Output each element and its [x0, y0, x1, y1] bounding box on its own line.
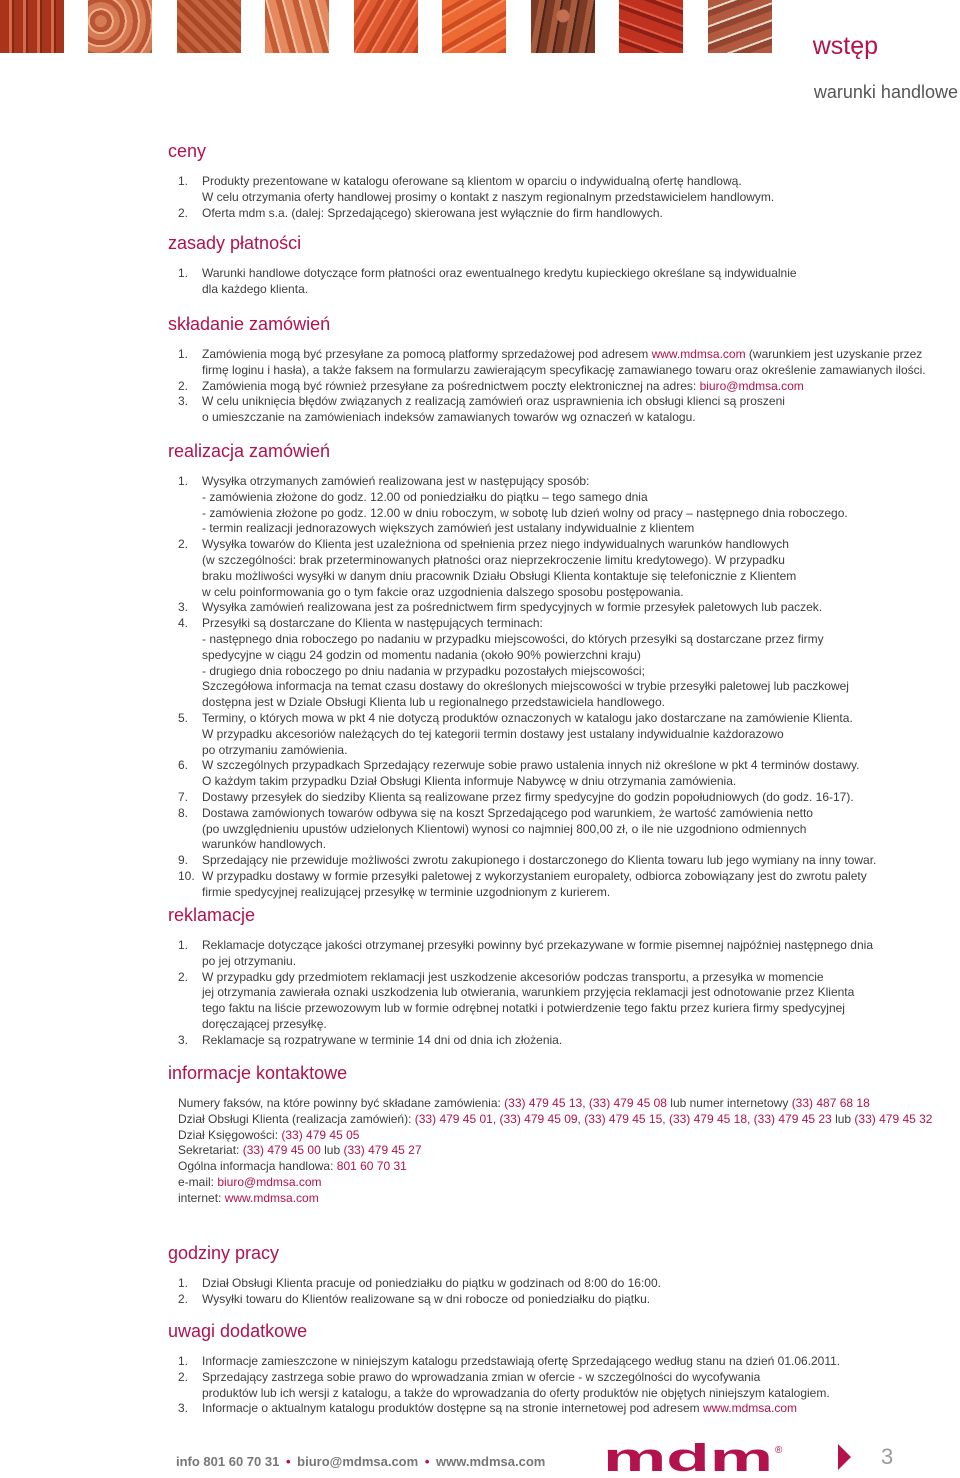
list-item-number: 1. [178, 266, 189, 280]
roof-tile-image [177, 0, 241, 53]
list-item-number: 2. [178, 378, 189, 393]
contact-section [168, 1062, 932, 1207]
contact-link[interactable]: (33) 479 45 32 [854, 1111, 933, 1126]
list-item-number: 2. [178, 205, 189, 220]
text-segment: - drugiego dnia roboczego po dniu nadania w przypadku pozostałych miejscowości; [202, 663, 645, 678]
text-segment: Dostawy przesyłek do siedziby Klienta są realizowane przez firmy spedycyjne do godzin popołudniowych (do godz. 16-17). [202, 789, 854, 804]
text-line [202, 1001, 873, 1017]
text-line [202, 1370, 840, 1386]
section-heading: zasady płatności [168, 233, 302, 253]
text-line [202, 1033, 873, 1049]
text-line [202, 938, 873, 954]
contact-line [178, 1096, 932, 1112]
section-heading: uwagi dodatkowe [168, 1321, 308, 1341]
text-segment: Numery faksów, na które powinny być składane zamówienia: [178, 1096, 505, 1110]
text-line [202, 632, 876, 648]
section [168, 232, 797, 298]
numbered-list [168, 347, 926, 426]
text-line [202, 985, 873, 1001]
section [168, 440, 876, 901]
text-segment: Wysyłki towaru do Klientów realizowane są w dni robocze od poniedziałku do piątku. [202, 1291, 651, 1306]
roof-tile-image [354, 0, 418, 53]
text-segment: Dział Obsługi Klienta pracuje od poniedziałku do piątku w godzinach od 8:00 do 16:00. [202, 1276, 661, 1290]
list-item [168, 1276, 661, 1292]
list-item-number: 1. [178, 174, 189, 188]
list-item [168, 379, 926, 395]
list-item-number: 3. [178, 1032, 189, 1047]
contact-link[interactable]: (33) 479 45 00 [242, 1143, 321, 1158]
text-segment: - termin realizacji jednorazowych większych zamówień jest ustalany indywidualnie z klientem [202, 521, 695, 536]
numbered-list [168, 174, 774, 221]
list-item [168, 1354, 840, 1370]
list-item [168, 474, 876, 537]
text-segment: Przesyłki są dostarczane do Klienta w następujących terminach: [202, 616, 543, 631]
list-item [168, 711, 876, 758]
text-line [202, 569, 876, 585]
numbered-list [168, 1354, 840, 1417]
list-item [168, 616, 876, 711]
text-segment: e-mail: [178, 1174, 218, 1189]
text-segment: warunków handlowych. [202, 837, 327, 852]
text-line [202, 837, 876, 853]
list-item [168, 970, 873, 1033]
text-segment: Warunki handlowe dotyczące form płatności oraz ewentualnego kredytu kupieckiego określane są indywidualnie [202, 266, 797, 280]
contact-link[interactable]: (33) 479 45 13, (33) 479 45 08 [504, 1096, 667, 1110]
text-line [202, 743, 876, 759]
arrow-right-icon [838, 1444, 851, 1470]
text-segment: Wysyłka zamówień realizowana jest za pośrednictwem firm spedycyjnych w formie przesyłek paletowych lub paczek. [202, 600, 823, 615]
text-segment: (po uwzględnieniu upustów udzielonych Klientowi) wynosi co najmniej 800,00 zł, o ile nie uzgodniono odmiennych [202, 821, 807, 836]
list-item-number: 1. [178, 1354, 189, 1368]
contact-line [178, 1191, 932, 1207]
numbered-list [168, 474, 876, 901]
text-line [202, 190, 774, 206]
text-segment: - zamówienia złożone po godz. 12.00 w dniu roboczym, w sobotę lub dzień wolny od pracy – następnego dnia roboczego. [202, 505, 848, 520]
list-item [168, 1370, 840, 1402]
roof-tile-image [265, 0, 329, 53]
text-segment: O każdym takim przypadku Dział Obsługi Klienta informuje Nabywcę w dniu otrzymania zamówienia. [202, 774, 737, 789]
text-segment: W przypadku dostawy w formie przesyłki paletowej z wykorzystaniem europalety, odbiorca zobowiązany jest do zwrotu palety [202, 868, 867, 883]
text-segment: Informacje zamieszczone w niniejszym katalogu przedstawiają ofertę Sprzedającego według stanu na dzień 01.06.2011. [202, 1354, 841, 1368]
text-segment: W przypadku gdy przedmiotem reklamacji jest uszkodzenie akcesoriów podczas transportu, a przesyłka w momencie [202, 969, 824, 984]
text-segment: Zamówienia mogą być również przesyłane za pośrednictwem poczty elektronicznej na adres: [202, 378, 700, 393]
list-item [168, 853, 876, 869]
text-line [202, 695, 876, 711]
text-line [202, 490, 876, 506]
contact-link[interactable]: www.mdmsa.com [651, 347, 746, 361]
list-item-number: 2. [178, 969, 189, 984]
text-line [202, 774, 876, 790]
text-line [202, 206, 774, 222]
section-heading: godziny pracy [168, 1243, 280, 1263]
registered-mark: ® [775, 1445, 783, 1456]
list-item-number: 2. [178, 1369, 189, 1384]
text-line [202, 1401, 840, 1417]
section-heading: ceny [168, 141, 207, 161]
list-item [168, 1033, 873, 1049]
contact-line [178, 1175, 932, 1191]
footer-contact [176, 1454, 545, 1469]
text-segment: W celu otrzymania oferty handlowej prosimy o kontakt z naszym regionalnym przedstawicielem handlowym. [202, 189, 775, 204]
text-segment: Terminy, o których mowa w pkt 4 nie dotyczą produktów oznaczonych w katalogu jako dostarczane na zamówienie Klienta. [202, 710, 853, 725]
text-segment: Dział Obsługi Klienta (realizacja zamówień): [178, 1111, 415, 1126]
text-line [202, 869, 876, 885]
contact-link[interactable]: (33) 479 45 05 [281, 1127, 360, 1142]
list-item-number: 3. [178, 394, 189, 409]
contact-line [178, 1143, 932, 1159]
text-line [202, 806, 876, 822]
text-line [202, 1292, 661, 1308]
contact-line [178, 1112, 932, 1128]
text-line [202, 853, 876, 869]
text-segment: tego faktu na liście przewozowym lub w formie odrębnej notatki i potwierdzenie tego faktu przez kuriera firmy spedycyjnej [202, 1001, 845, 1016]
text-segment: Szczegółowa informacja na temat czasu dostawy do określonych miejscowości w trybie przesyłki paletowej lub paczkowej [202, 679, 849, 694]
contact-link[interactable]: biuro@mdmsa.com [699, 378, 804, 393]
list-item [168, 938, 873, 970]
text-segment: Reklamacje dotyczące jakości otrzymanej przesyłki powinny być przekazywane w formie pisemnej najpóźniej następnego dnia [202, 938, 873, 952]
text-line [202, 521, 876, 537]
text-segment: W przypadku akcesoriów należących do tej kategorii termin dostawy jest ustalany indywidualnie każdorazowo [202, 726, 784, 741]
text-line [202, 410, 926, 426]
text-segment: lub numer internetowy [666, 1096, 792, 1110]
text-segment: Ogólna informacja handlowa: [178, 1159, 337, 1174]
section [168, 904, 873, 1049]
text-line [202, 282, 797, 298]
text-segment: dla każdego klienta. [202, 281, 309, 296]
contact-link[interactable]: (33) 479 45 01, (33) 479 45 09, (33) 479 45 15, (33) 479 45 18, (33) 479 45 23 [414, 1111, 832, 1126]
footer-separator: • [285, 1454, 291, 1469]
text-line [202, 174, 774, 190]
numbered-list [168, 1276, 661, 1308]
text-line [202, 363, 926, 379]
list-item-number: 1. [178, 1276, 189, 1290]
contact-link[interactable]: (33) 487 68 18 [791, 1096, 870, 1110]
text-segment: jej otrzymania zawierała oznaki uszkodzenia lub otwierania, warunkiem przyjęcia reklamacji jest odnotowanie przez Klienta [202, 985, 855, 1000]
text-segment: Wysyłka towarów do Klienta jest uzależniona od spełnienia przez niego indywidualnych warunków handlowych [202, 537, 789, 552]
section-heading: składanie zamówień [168, 314, 331, 334]
list-item [168, 537, 876, 600]
list-item-number: 3. [178, 600, 189, 615]
text-line [202, 553, 876, 569]
footer-website-link[interactable]: www.mdmsa.com [436, 1454, 546, 1469]
list-item [168, 206, 774, 222]
numbered-list [168, 266, 797, 298]
footer-separator: • [424, 1454, 430, 1469]
list-item [168, 1292, 661, 1308]
text-line [202, 679, 876, 695]
text-segment: Zamówienia mogą być przesyłane za pomocą platformy sprzedażowej pod adresem [202, 347, 652, 361]
footer-phone: info 801 60 70 31 [176, 1454, 280, 1469]
mdm-logo [603, 1443, 788, 1478]
text-line [202, 1354, 840, 1370]
list-item-number: 3. [178, 1401, 189, 1416]
text-line [202, 506, 876, 522]
text-line [202, 347, 926, 363]
text-segment: w celu poinformowania go o tym fakcie oraz uzgodnienia dalszego sposobu postępowania. [202, 584, 684, 599]
text-segment: Reklamacje są rozpatrywane w terminie 14 dni od dnia ich złożenia. [202, 1032, 563, 1047]
text-line [202, 727, 876, 743]
text-segment: Sprzedający nie przewiduje możliwości zwrotu zakupionego i dostarczonego do Klienta towaru lub jego wymiany na inny towar. [202, 853, 877, 868]
page-title: wstęp [812, 32, 878, 60]
list-item-number: 6. [178, 758, 189, 773]
roof-tile-image [531, 0, 595, 53]
contact-link[interactable]: www.mdmsa.com [224, 1190, 319, 1205]
text-segment: - następnego dnia roboczego po nadaniu w przypadku miejscowości, do których przesyłki są dostarczane przez firmy [202, 631, 824, 646]
text-segment: po otrzymaniu zamówienia. [202, 742, 348, 757]
text-segment: Sprzedający zastrzega sobie prawo do wprowadzania zmian w ofercie - w szczególności do wycofywania [202, 1369, 761, 1384]
list-item [168, 790, 876, 806]
list-item [168, 869, 876, 901]
text-line [202, 1386, 840, 1402]
text-segment: internet: [178, 1190, 225, 1205]
text-segment: Informacje o aktualnym katalogu produktów dostępne są na stronie internetowej pod adresem [202, 1401, 703, 1416]
text-segment: dostępna jest w Dziale Obsługi Klienta lub u regionalnego przedstawiciela handlowego. [202, 695, 665, 710]
text-segment: Sekretariat: [178, 1143, 243, 1158]
text-segment: (w szczególności: brak przeterminowanych płatności oraz nieprzekroczenie limitu kredytowego). W przypadku [202, 552, 785, 567]
roof-tile-image [442, 0, 506, 53]
text-line [202, 394, 926, 410]
text-segment: Dział Księgowości: [178, 1127, 282, 1142]
text-line [202, 585, 876, 601]
text-line [202, 790, 876, 806]
section [168, 140, 774, 221]
text-line [202, 885, 876, 901]
list-item-number: 9. [178, 853, 189, 868]
list-item [168, 806, 876, 853]
list-item [168, 174, 774, 206]
text-segment: firmę loginu i hasła), a także faksem na formularzu zawierającym specyfikację zamawianego towaru oraz określenie zamawianych ilości. [202, 362, 926, 377]
text-line [202, 711, 876, 727]
text-line [202, 266, 797, 282]
text-segment: firmie spedycyjnej realizującej przesyłkę w terminie uzgodnionym z kurierem. [202, 884, 611, 899]
footer-email-link[interactable]: biuro@mdmsa.com [297, 1454, 419, 1469]
text-segment: spedycyjne w ciągu 24 godzin od momentu nadania (około 90% powierzchni kraju) [202, 647, 641, 662]
contact-link[interactable]: biuro@mdmsa.com [217, 1174, 322, 1189]
list-item-number: 1. [178, 347, 189, 361]
roof-tile-image [0, 0, 64, 53]
list-item-number: 8. [178, 805, 189, 820]
text-line [202, 758, 876, 774]
logo-text: mdm [603, 1443, 773, 1473]
roof-tile-image [88, 0, 152, 53]
text-segment: Produkty prezentowane w katalogu oferowane są klientom w oparciu o indywidualną ofertę handlową. [202, 174, 742, 188]
text-segment: doręczającej przesyłkę. [202, 1016, 327, 1031]
text-segment: W celu uniknięcia błędów związanych z realizacją zamówień oraz usprawnienia ich obsługi klienci są proszeni [202, 394, 785, 409]
list-item [168, 266, 797, 298]
text-line [202, 616, 876, 632]
list-item [168, 758, 876, 790]
text-segment: lub [831, 1111, 855, 1126]
text-line [202, 970, 873, 986]
page-subtitle: warunki handlowe [813, 82, 958, 102]
text-segment: o umieszczanie na zamówieniach indeksów zamawianych towarów wg oznaczeń w katalogu. [202, 410, 696, 425]
roof-tile-image [708, 0, 772, 53]
text-line [202, 822, 876, 838]
list-item-number: 5. [178, 710, 189, 725]
contact-line [178, 1159, 932, 1175]
list-item-number: 1. [178, 938, 189, 952]
text-segment: po jej otrzymaniu. [202, 953, 297, 968]
text-line [202, 379, 926, 395]
list-item [168, 1401, 840, 1417]
list-item [168, 600, 876, 616]
contact-link[interactable]: 801 60 70 31 [336, 1159, 407, 1174]
list-item-number: 4. [178, 616, 189, 631]
section-heading: realizacja zamówień [168, 441, 331, 461]
section [168, 1242, 661, 1308]
list-item-number: 10. [178, 868, 195, 883]
list-item [168, 394, 926, 426]
text-line [202, 954, 873, 970]
contact-details [168, 1096, 932, 1207]
text-segment: lub [320, 1143, 344, 1158]
numbered-list [168, 938, 873, 1049]
text-line [202, 648, 876, 664]
contact-link[interactable]: www.mdmsa.com [702, 1401, 797, 1416]
contact-line [178, 1128, 932, 1144]
text-line [202, 1276, 661, 1292]
list-item [168, 347, 926, 379]
contact-link[interactable]: (33) 479 45 27 [343, 1143, 422, 1158]
text-line [202, 537, 876, 553]
text-segment: Oferta mdm s.a. (dalej: Sprzedającego) skierowana jest wyłącznie do firm handlowych. [202, 205, 663, 220]
text-line [202, 664, 876, 680]
text-segment: Wysyłka otrzymanych zamówień realizowana jest w następujący sposób: [202, 474, 590, 488]
section [168, 1320, 840, 1417]
section [168, 313, 926, 426]
text-line [202, 474, 876, 490]
text-segment: (warunkiem jest uzyskanie przez [745, 347, 923, 361]
list-item-number: 7. [178, 789, 189, 804]
page-number: 3 [881, 1444, 894, 1469]
text-segment: - zamówienia złożone do godz. 12.00 od poniedziałku do piątku – tego samego dnia [202, 489, 648, 504]
list-item-number: 2. [178, 537, 189, 552]
text-line [202, 600, 876, 616]
roof-tile-image [619, 0, 683, 53]
list-item-number: 2. [178, 1291, 189, 1306]
text-segment: produktów lub ich wersji z katalogu, a także do wprowadzania do oferty produktów nie objętych niniejszym katalogiem. [202, 1385, 830, 1400]
text-segment: W szczególnych przypadkach Sprzedający rezerwuje sobie prawo ustalenia innych niż określone w pkt 4 terminów dostawy. [202, 758, 860, 773]
list-item-number: 1. [178, 474, 189, 488]
text-segment: braku możliwości wysyłki w danym dniu pracownik Działu Obsługi Klienta kontaktuje się telefonicznie z Klientem [202, 568, 797, 583]
text-line [202, 1017, 873, 1033]
text-segment: Dostawa zamówionych towarów odbywa się na koszt Sprzedającego pod warunkiem, że wartość zamówienia netto [202, 805, 813, 820]
section-heading: informacje kontaktowe [168, 1063, 348, 1083]
section-heading: reklamacje [168, 905, 256, 925]
